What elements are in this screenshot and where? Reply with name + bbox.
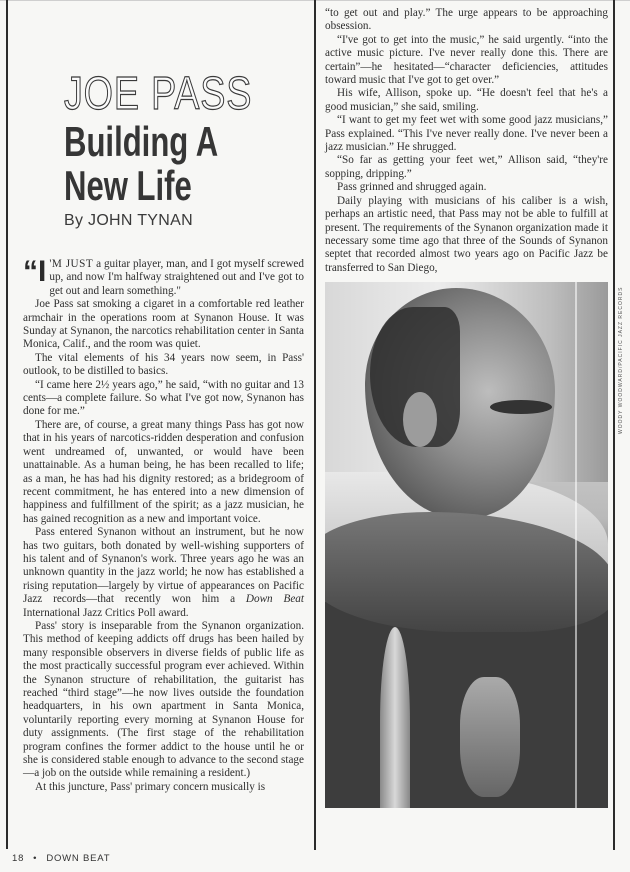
footer-bullet: • — [33, 853, 38, 864]
photo-hand — [460, 677, 520, 797]
body-paragraph: Pass grinned and shrugged again. — [337, 181, 487, 194]
body-paragraph: There are, of course, a great many things Pass has got now that in his years of narcotics-ridden desperation and confusion went undreamed of, unwanted, or would have been unattainable. As a human being, he has been recalled to life; as a man, he has had his dignity restored; as a bridegroom of recent commitment, he has entered into a new dimension of happiness and fulfillment of the spirit; as a jazz musician, he has gained recognition as a new and important voice. — [23, 418, 304, 525]
page-footer — [12, 853, 110, 865]
publication-name: DOWN BEAT — [46, 853, 111, 864]
left-text-column — [23, 255, 304, 794]
body-paragraph: “I want to get my feet wet with some good jazz musicians,” Pass explained. “This I've never really done. I've never been a jazz musician.” He shrugged. — [325, 114, 608, 154]
continuation-paragraph: “to get out and play.” The urge appears to be approaching obsession. — [325, 7, 608, 33]
article-headline — [64, 120, 218, 208]
body-paragraph: His wife, Allison, spoke up. “He doesn't feel that he's a good musician,” she said, smiling. — [325, 87, 608, 113]
headline-line-1: Building A — [64, 118, 219, 165]
body-paragraph: “I came here 2½ years ago,” he said, “with no guitar and 13 cents—a complete failure. So what I've got now, Synanon has done for me.” — [23, 378, 304, 418]
body-paragraph — [23, 526, 304, 620]
paragraph-text: Pass entered Synanon without an instrument, but he now has two guitars, both donated by well-wishing supporters of his talent and of Synanon's work. Three years ago he was an unknown quantity in the jazz world; he now has established a rising reputation—largely by virtue of appearances on Pacific Jazz records—that recently won him a — [23, 526, 304, 606]
body-paragraph: The vital elements of his 34 years now seem, in Pass' outlook, to be distilled to basics. — [23, 351, 304, 378]
center-column-rule — [314, 0, 316, 850]
photo-ear — [403, 392, 437, 447]
publication-name-italic: Down Beat — [245, 593, 304, 606]
lead-small-caps: 'M JUST — [49, 258, 94, 270]
body-paragraph: “So far as getting your feet wet,” Allison said, “they're sopping, dripping.” — [325, 154, 608, 180]
lead-text: a guitar player, man, and I got myself screwed up, and now I'm halfway straightened out and I've got to get out and learn something." — [49, 258, 304, 297]
article-byline: By JOHN TYNAN — [64, 212, 193, 229]
photo-brow — [490, 400, 552, 414]
photo-credit: WOODY WOODWARD/PACIFIC JAZZ RECORDS — [618, 286, 624, 434]
left-column-rule — [6, 0, 8, 849]
body-paragraph: Pass' story is inseparable from the Synanon organization. This method of keeping addicts off drugs has been hailed by many responsible observers in diverse fields of public life as the most practically successful program ever achieved. Within the Synanon structure of rehabilitation, the guitarist has reached “third stage”—he now lives outside the foundation headquarters, in his own apartment in Santa Monica, voluntarily reporting every morning at Synanon House for duty assignments. (The first stage of the rehabilitation program confines the former addict to the house until he or she is considered stable enough to advance to the second stage—a job on the outside while remaining a resident.) — [23, 619, 304, 780]
body-paragraph: “I've got to get into the music,” he said urgently. “into the active music picture. I've never really done this. There are certain”—he hesitated—“character deficiencies, attitudes toward music that I've got to get over.” — [325, 33, 608, 87]
portrait-photo — [325, 282, 608, 808]
lead-paragraph — [23, 255, 304, 298]
right-column-rule — [613, 0, 615, 850]
body-paragraph: Daily playing with musicians of his caliber is a wish, perhaps an artistic need, that Pass may not be able to fulfill at present. The requirements of the Synanon organization made it necessary some time ago that three of the Sounds of Synanon septet that recorded almost two years ago on Pacific Jazz be transferred to San Diego, — [325, 194, 608, 274]
headline-line-2: New Life — [64, 162, 192, 209]
body-paragraph: At this juncture, Pass' primary concern musically is — [35, 780, 266, 793]
paragraph-text-end: International Jazz Critics Poll award. — [23, 606, 189, 619]
right-text-column — [325, 7, 608, 275]
drop-cap: “I — [23, 255, 47, 288]
article-kicker: JOE PASS — [64, 67, 253, 119]
photo-guitar-neck — [380, 627, 410, 808]
body-paragraph: Joe Pass sat smoking a cigaret in a comfortable red leather armchair in the operations room at Synanon House. It was Sunday at Synanon, the narcotics rehabilitation center in Santa Monica, Calif., and the room was quiet. — [23, 298, 304, 351]
page-number: 18 — [12, 853, 25, 864]
photo-scan-streak — [575, 282, 577, 808]
